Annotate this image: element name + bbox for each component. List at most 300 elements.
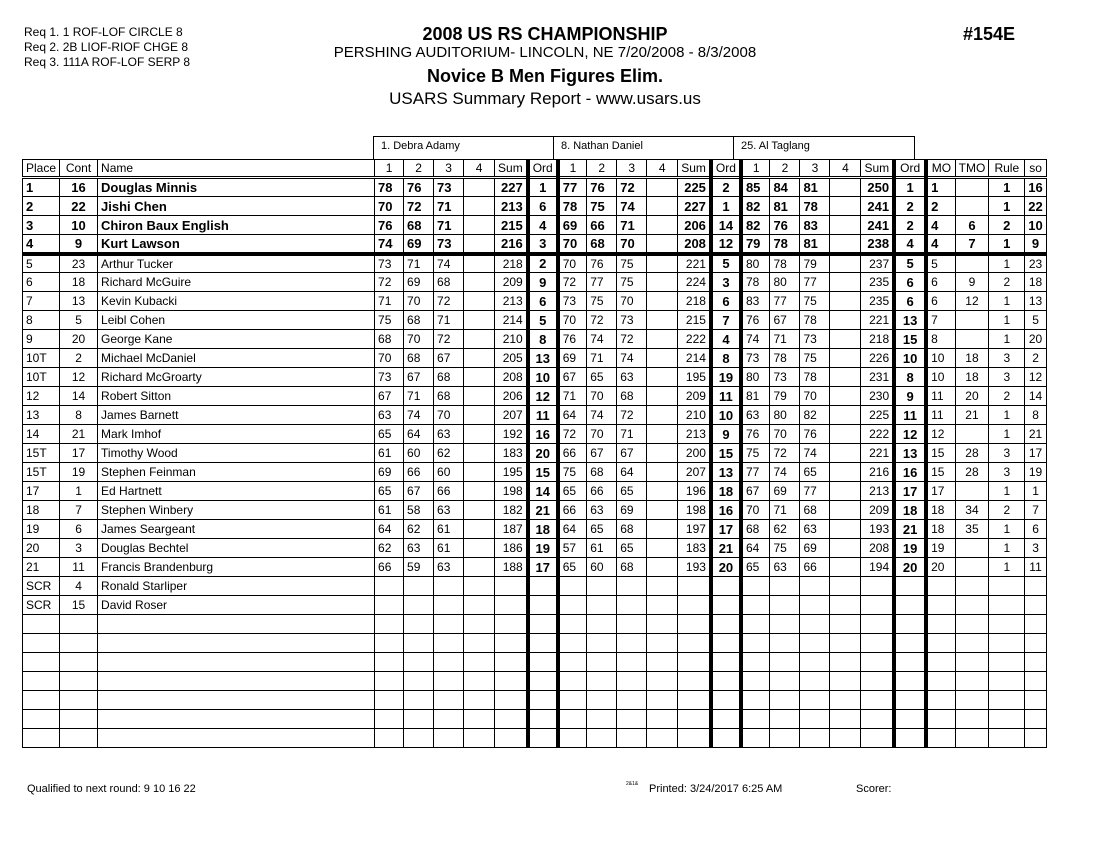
rule-cell: 2 (989, 216, 1025, 235)
judge3-score-4 (830, 444, 861, 463)
judge1-score-1: 65 (375, 425, 404, 444)
mo-cell: 15 (926, 463, 955, 482)
judge1-score-3: 61 (434, 539, 464, 558)
judge2-ordinal: 10 (711, 406, 741, 425)
results-table (22, 159, 1047, 748)
empty-cell (434, 691, 464, 710)
empty-cell (989, 653, 1025, 672)
empty-cell (434, 672, 464, 691)
judge1-score-1: 63 (375, 406, 404, 425)
judge2-score-1: 76 (558, 330, 587, 349)
judge1-score-4 (464, 444, 495, 463)
empty-row (23, 691, 1047, 710)
skater-name: Kevin Kubacki (98, 292, 375, 311)
tmo-cell: 9 (955, 273, 989, 292)
judge1-score-2: 72 (404, 197, 434, 216)
empty-cell (98, 615, 375, 634)
judge2-sum: 197 (678, 520, 711, 539)
judge3-score-4 (830, 539, 861, 558)
empty-cell (98, 672, 375, 691)
place-cell: 2 (23, 197, 60, 216)
judge3-sum: 235 (861, 273, 894, 292)
judge2-sum: 215 (678, 311, 711, 330)
judge3-ordinal: 18 (894, 501, 926, 520)
cont-cell: 5 (60, 311, 98, 330)
so-cell: 7 (1025, 501, 1046, 520)
judge1-score-3: 62 (434, 444, 464, 463)
judge1-score-1: 68 (375, 330, 404, 349)
skater-name: Michael McDaniel (98, 349, 375, 368)
judge1-score-1: 64 (375, 520, 404, 539)
judge1-score-1: 62 (375, 539, 404, 558)
table-row (23, 254, 1047, 273)
judge3-sum: 226 (861, 349, 894, 368)
judge1-score-3: 74 (434, 254, 464, 273)
judge1-score-2: 58 (404, 501, 434, 520)
cont-cell: 18 (60, 273, 98, 292)
judge1-score-4 (464, 387, 495, 406)
judge3-ordinal: 4 (894, 235, 926, 254)
col-j1-2: 2 (404, 160, 434, 178)
judge2-sum: 222 (678, 330, 711, 349)
empty-cell (741, 653, 770, 672)
judge1-score-2: 68 (404, 349, 434, 368)
judge3-score-3: 82 (800, 406, 830, 425)
so-cell: 8 (1025, 406, 1046, 425)
empty-cell (861, 672, 894, 691)
rule-cell: 3 (989, 368, 1025, 387)
judge1-score-2: 70 (404, 330, 434, 349)
empty-cell (1025, 710, 1046, 729)
empty-cell (1025, 672, 1046, 691)
judge2-score-4 (647, 254, 678, 273)
judge1-score-3: 71 (434, 197, 464, 216)
judge2-score-3: 64 (617, 463, 647, 482)
col-so: so (1025, 160, 1046, 178)
col-j2-3: 3 (617, 160, 647, 178)
judge2-score-2: 77 (587, 273, 617, 292)
empty-cell (404, 615, 434, 634)
judge1-score-1: 73 (375, 368, 404, 387)
judge1-ordinal (528, 577, 558, 596)
empty-cell (558, 615, 587, 634)
empty-cell (741, 634, 770, 653)
table-row (23, 425, 1047, 444)
empty-cell (647, 672, 678, 691)
judge1-sum: 195 (495, 463, 528, 482)
mo-cell: 20 (926, 558, 955, 577)
judge3-ordinal: 8 (894, 368, 926, 387)
empty-row (23, 634, 1047, 653)
cont-cell: 8 (60, 406, 98, 425)
empty-cell (955, 653, 989, 672)
judge1-sum (495, 596, 528, 615)
empty-cell (678, 653, 711, 672)
judge3-score-1: 77 (741, 463, 770, 482)
judge3-score-2: 81 (770, 197, 800, 216)
empty-cell (647, 615, 678, 634)
judge3-score-4 (830, 216, 861, 235)
empty-cell (711, 710, 741, 729)
judge3-ordinal (894, 577, 926, 596)
empty-cell (770, 710, 800, 729)
col-j3-2: 2 (770, 160, 800, 178)
empty-cell (558, 672, 587, 691)
empty-cell (770, 729, 800, 748)
judge3-sum: 216 (861, 463, 894, 482)
empty-cell (434, 634, 464, 653)
judge2-sum: 210 (678, 406, 711, 425)
judge2-score-4 (647, 577, 678, 596)
rule-cell: 2 (989, 387, 1025, 406)
judge2-score-4 (647, 444, 678, 463)
table-row (23, 216, 1047, 235)
table-row (23, 235, 1047, 254)
skater-name: Douglas Minnis (98, 178, 375, 197)
judge1-sum: 207 (495, 406, 528, 425)
mo-cell: 10 (926, 349, 955, 368)
mo-cell: 12 (926, 425, 955, 444)
skater-name: Francis Brandenburg (98, 558, 375, 577)
empty-cell (800, 710, 830, 729)
col-j2-1: 1 (558, 160, 587, 178)
empty-cell (678, 710, 711, 729)
judge3-score-1 (741, 596, 770, 615)
empty-cell (528, 615, 558, 634)
empty-cell (989, 634, 1025, 653)
judge2-score-3: 75 (617, 273, 647, 292)
empty-cell (404, 634, 434, 653)
empty-cell (558, 729, 587, 748)
judge1-sum: 192 (495, 425, 528, 444)
judge2-score-1 (558, 577, 587, 596)
col-j2-ord: Ord (711, 160, 741, 178)
empty-cell (617, 672, 647, 691)
judge2-score-4 (647, 216, 678, 235)
judge1-score-4 (464, 406, 495, 425)
rule-cell (989, 596, 1025, 615)
judge2-score-4 (647, 520, 678, 539)
judge2-score-1: 69 (558, 349, 587, 368)
judge1-score-4 (464, 311, 495, 330)
judge1-score-4 (464, 558, 495, 577)
judge1-score-2: 64 (404, 425, 434, 444)
qualified-list: Qualified to next round: 9 10 16 22 (27, 783, 196, 795)
empty-cell (861, 691, 894, 710)
so-cell: 2 (1025, 349, 1046, 368)
judge1-score-1: 70 (375, 197, 404, 216)
judge2-score-1: 65 (558, 558, 587, 577)
judge3-score-2: 63 (770, 558, 800, 577)
judge1-score-2: 67 (404, 368, 434, 387)
empty-cell (375, 710, 404, 729)
place-cell: 21 (23, 558, 60, 577)
judge1-score-3: 72 (434, 292, 464, 311)
empty-cell (989, 729, 1025, 748)
judge2-score-3: 74 (617, 197, 647, 216)
judge1-score-2: 59 (404, 558, 434, 577)
empty-cell (528, 691, 558, 710)
judge3-score-3: 78 (800, 197, 830, 216)
judge1-score-1 (375, 577, 404, 596)
so-cell: 21 (1025, 425, 1046, 444)
judge2-score-4 (647, 425, 678, 444)
col-j1-3: 3 (434, 160, 464, 178)
empty-cell (98, 634, 375, 653)
judge1-score-4 (464, 197, 495, 216)
judge1-ordinal: 3 (528, 235, 558, 254)
so-cell: 11 (1025, 558, 1046, 577)
place-cell: 4 (23, 235, 60, 254)
judge2-ordinal (711, 577, 741, 596)
empty-cell (830, 729, 861, 748)
judge3-ordinal: 6 (894, 273, 926, 292)
judge2-score-2: 72 (587, 311, 617, 330)
judge2-score-3: 70 (617, 235, 647, 254)
judge3-score-2: 78 (770, 349, 800, 368)
empty-cell (404, 691, 434, 710)
judge3-score-2: 67 (770, 311, 800, 330)
judge2-score-3 (617, 596, 647, 615)
judge1-ordinal: 14 (528, 482, 558, 501)
judge3-sum (861, 577, 894, 596)
judge2-ordinal (711, 596, 741, 615)
judge2-score-2: 75 (587, 292, 617, 311)
empty-cell (464, 691, 495, 710)
judge1-score-3: 68 (434, 368, 464, 387)
judge1-score-4 (464, 349, 495, 368)
judge1-ordinal: 12 (528, 387, 558, 406)
judge1-score-4 (464, 463, 495, 482)
mo-cell: 8 (926, 330, 955, 349)
judge1-ordinal: 10 (528, 368, 558, 387)
judge1-sum: 198 (495, 482, 528, 501)
empty-cell (558, 634, 587, 653)
empty-cell (894, 729, 926, 748)
table-row (23, 558, 1047, 577)
empty-cell (741, 729, 770, 748)
empty-cell (464, 653, 495, 672)
judge1-score-1: 71 (375, 292, 404, 311)
empty-cell (558, 653, 587, 672)
judge2-sum: 183 (678, 539, 711, 558)
judge2-score-4 (647, 482, 678, 501)
judge2-score-2: 75 (587, 197, 617, 216)
skater-name: Stephen Feinman (98, 463, 375, 482)
judge2-ordinal: 13 (711, 463, 741, 482)
empty-cell (1025, 729, 1046, 748)
mo-cell: 18 (926, 520, 955, 539)
judge2-score-1: 78 (558, 197, 587, 216)
empty-row (23, 672, 1047, 691)
empty-cell (894, 672, 926, 691)
judge3-ordinal: 6 (894, 292, 926, 311)
judge1-score-4 (464, 425, 495, 444)
empty-cell (587, 710, 617, 729)
skater-name: Ronald Starliper (98, 577, 375, 596)
col-name: Name (98, 160, 375, 178)
judge1-score-2: 69 (404, 273, 434, 292)
judge2-score-1: 66 (558, 501, 587, 520)
judge1-score-3: 63 (434, 558, 464, 577)
judge3-score-1: 82 (741, 216, 770, 235)
judge1-score-4 (464, 235, 495, 254)
rule-cell: 1 (989, 482, 1025, 501)
judge2-score-2: 65 (587, 520, 617, 539)
table-row (23, 577, 1047, 596)
judge3-score-4 (830, 235, 861, 254)
empty-cell (23, 672, 60, 691)
judge1-sum: 186 (495, 539, 528, 558)
empty-cell (678, 691, 711, 710)
judge3-sum: 218 (861, 330, 894, 349)
cont-cell: 6 (60, 520, 98, 539)
judge2-score-1 (558, 596, 587, 615)
judge2-sum: 198 (678, 501, 711, 520)
judge-3-label: 25. Al Taglang (733, 136, 915, 159)
judge3-sum: 221 (861, 311, 894, 330)
mo-cell: 15 (926, 444, 955, 463)
judge-2-label: 8. Nathan Daniel (553, 136, 733, 159)
empty-cell (495, 691, 528, 710)
empty-cell (23, 691, 60, 710)
judge2-score-4 (647, 596, 678, 615)
judge1-score-4 (464, 501, 495, 520)
judge2-score-3: 72 (617, 178, 647, 197)
judge2-score-3 (617, 577, 647, 596)
mo-cell: 6 (926, 292, 955, 311)
judge3-sum: 225 (861, 406, 894, 425)
empty-cell (647, 729, 678, 748)
judge1-score-3 (434, 596, 464, 615)
empty-cell (617, 634, 647, 653)
judge1-ordinal: 20 (528, 444, 558, 463)
mo-cell (926, 596, 955, 615)
judge1-score-4 (464, 539, 495, 558)
empty-row (23, 615, 1047, 634)
judge3-sum: 241 (861, 197, 894, 216)
judge3-score-1: 67 (741, 482, 770, 501)
table-row (23, 596, 1047, 615)
judge1-ordinal: 6 (528, 292, 558, 311)
judge3-score-3: 63 (800, 520, 830, 539)
empty-cell (60, 672, 98, 691)
judge3-score-3: 68 (800, 501, 830, 520)
judge2-sum: 208 (678, 235, 711, 254)
col-j3-sum: Sum (861, 160, 894, 178)
col-j3-1: 1 (741, 160, 770, 178)
judge2-score-4 (647, 235, 678, 254)
cont-cell: 21 (60, 425, 98, 444)
so-cell: 1 (1025, 482, 1046, 501)
tmo-cell: 21 (955, 406, 989, 425)
judge1-score-2: 69 (404, 235, 434, 254)
cont-cell: 1 (60, 482, 98, 501)
judge3-score-3: 70 (800, 387, 830, 406)
judge1-sum (495, 577, 528, 596)
judge2-score-1: 67 (558, 368, 587, 387)
judge3-score-2: 71 (770, 501, 800, 520)
judge2-score-2: 65 (587, 368, 617, 387)
judge1-score-1: 75 (375, 311, 404, 330)
judge1-ordinal: 2 (528, 254, 558, 273)
judge2-sum: 227 (678, 197, 711, 216)
judge2-score-1: 75 (558, 463, 587, 482)
judge2-ordinal: 21 (711, 539, 741, 558)
judge3-score-4 (830, 482, 861, 501)
judge1-score-3: 70 (434, 406, 464, 425)
judge1-score-1: 66 (375, 558, 404, 577)
empty-cell (587, 672, 617, 691)
judge1-sum: 182 (495, 501, 528, 520)
rule-cell: 3 (989, 349, 1025, 368)
empty-cell (617, 710, 647, 729)
so-cell: 18 (1025, 273, 1046, 292)
so-cell: 14 (1025, 387, 1046, 406)
requirements-list (24, 25, 190, 70)
empty-cell (617, 729, 647, 748)
judge3-score-2: 79 (770, 387, 800, 406)
empty-cell (955, 634, 989, 653)
cont-cell: 15 (60, 596, 98, 615)
judge1-sum: 227 (495, 178, 528, 197)
judge2-score-2: 60 (587, 558, 617, 577)
judge2-score-4 (647, 368, 678, 387)
mo-cell: 4 (926, 235, 955, 254)
empty-cell (98, 729, 375, 748)
col-j2-4: 4 (647, 160, 678, 178)
empty-cell (955, 672, 989, 691)
judge3-score-3: 76 (800, 425, 830, 444)
judge2-sum: 206 (678, 216, 711, 235)
judge3-score-4 (830, 596, 861, 615)
empty-cell (558, 710, 587, 729)
judge3-score-3: 66 (800, 558, 830, 577)
empty-cell (434, 710, 464, 729)
judge2-ordinal: 7 (711, 311, 741, 330)
judge-1-label: 1. Debra Adamy (373, 136, 553, 159)
judge1-ordinal: 5 (528, 311, 558, 330)
empty-cell (434, 729, 464, 748)
place-cell: 10T (23, 368, 60, 387)
judge1-sum: 187 (495, 520, 528, 539)
judge1-ordinal: 9 (528, 273, 558, 292)
mo-cell: 11 (926, 387, 955, 406)
judge1-score-4 (464, 368, 495, 387)
judge1-score-4 (464, 273, 495, 292)
judge2-score-1: 72 (558, 273, 587, 292)
empty-cell (464, 729, 495, 748)
judge3-score-3: 81 (800, 178, 830, 197)
rule-cell: 1 (989, 254, 1025, 273)
judge3-score-2: 62 (770, 520, 800, 539)
tmo-cell (955, 197, 989, 216)
skater-name: Stephen Winbery (98, 501, 375, 520)
empty-cell (617, 653, 647, 672)
judge1-score-1: 72 (375, 273, 404, 292)
judge2-score-2 (587, 577, 617, 596)
empty-cell (495, 653, 528, 672)
judge2-score-2: 76 (587, 178, 617, 197)
judge3-sum: 250 (861, 178, 894, 197)
judge1-score-3: 71 (434, 216, 464, 235)
col-tmo: TMO (955, 160, 989, 178)
empty-cell (800, 672, 830, 691)
judge2-ordinal: 17 (711, 520, 741, 539)
judge3-score-2: 74 (770, 463, 800, 482)
empty-cell (830, 615, 861, 634)
judge3-score-2: 72 (770, 444, 800, 463)
